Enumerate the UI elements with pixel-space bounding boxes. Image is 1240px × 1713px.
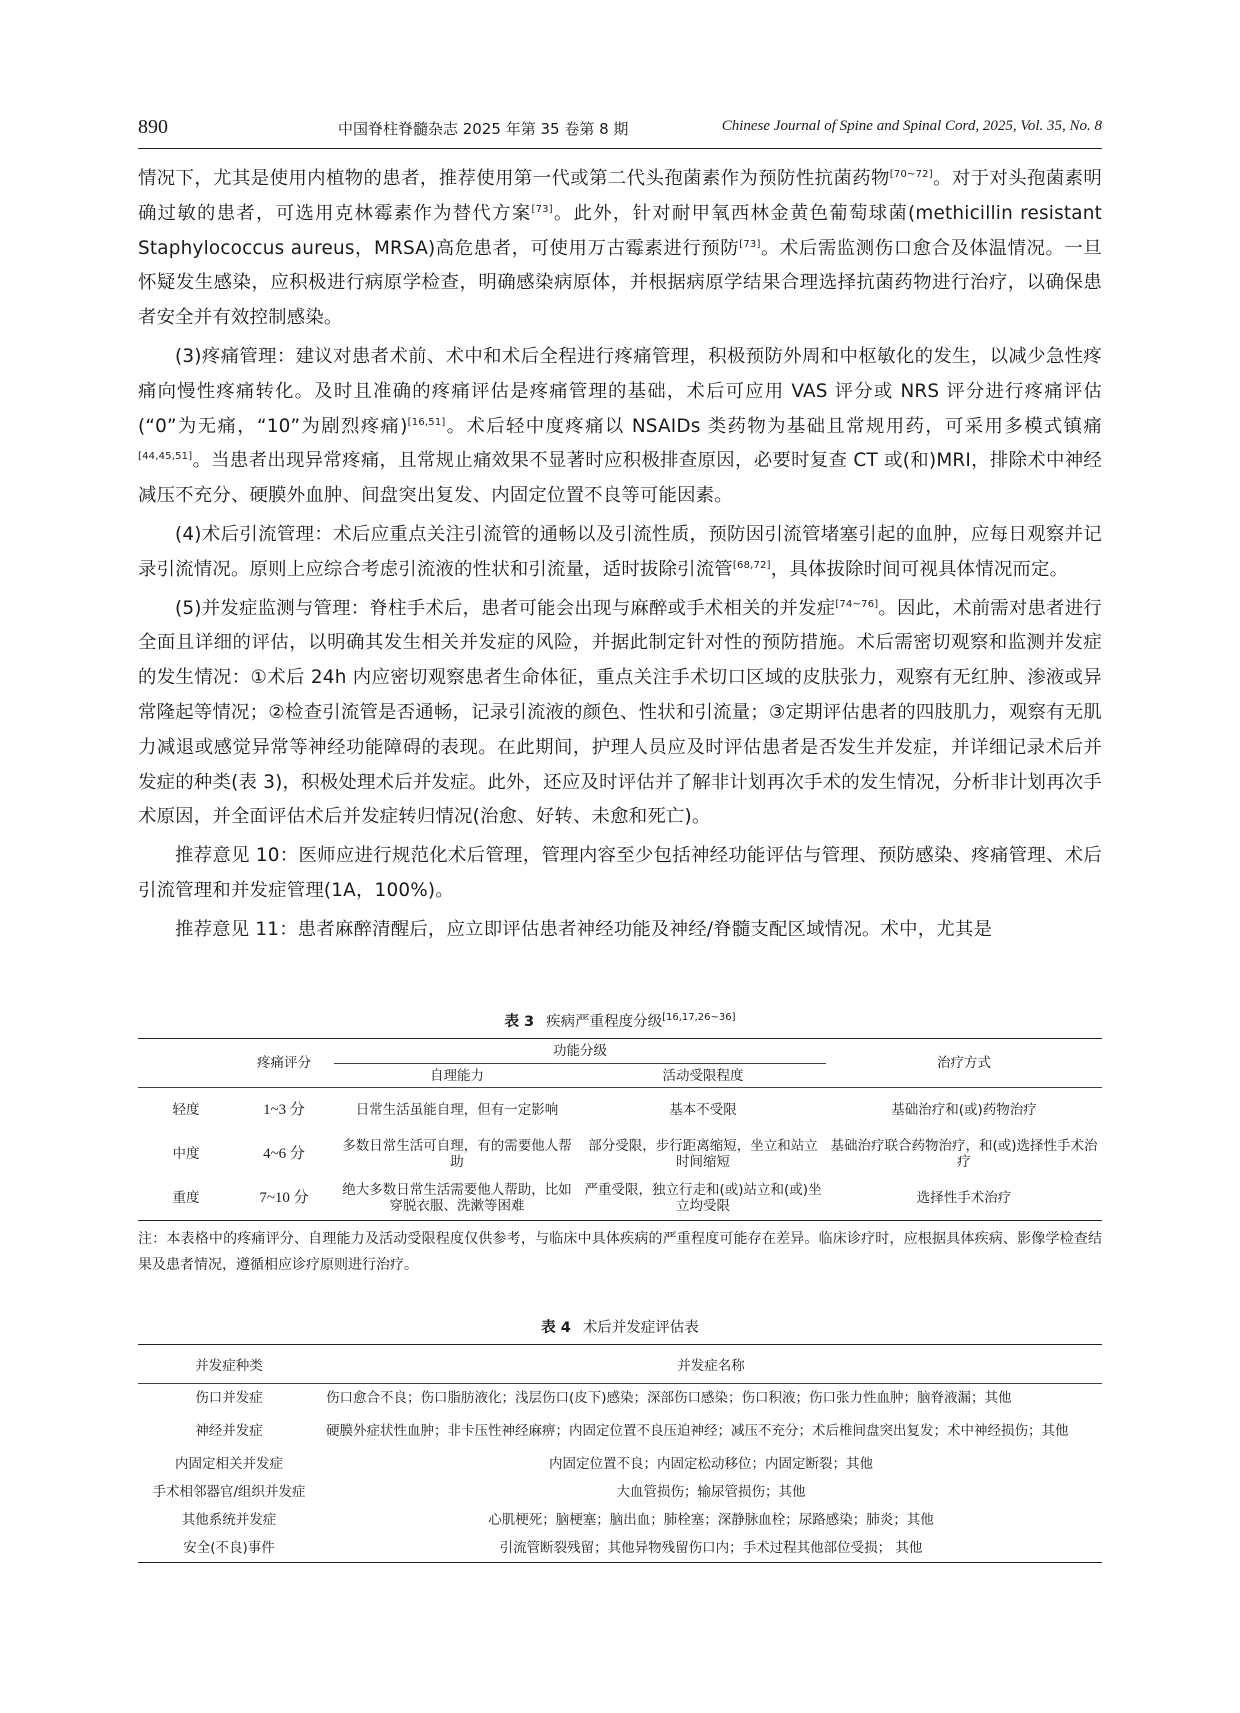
body-text (138, 162, 1102, 952)
table3-severity-grading (138, 1038, 1102, 1221)
table3-header-treatment: 治疗方式 (937, 1055, 991, 1071)
table3-note: 注：本表格中的疼痛评分、自理能力及活动受限程度仅供参考，与临床中具体疾病的严重程度可能存在差异。临床诊疗时，应根据具体疾病、影像学检查结果及患者情况，遵循相应诊疗原则进行治疗。 (138, 1231, 1102, 1273)
table4-header-name: 并发症名称 (320, 1345, 1102, 1384)
citation: [70~72] (889, 168, 933, 180)
paragraph-drainage: (4)术后引流管理：术后应重点关注引流管的通畅以及引流性质，预防因引流管堵塞引起的血肿，应每日观察并记录引流情况。原则上应综合考虑引流液的性状和引流量，适时拔除引流管[68,72]，具体拔除时间可视具体情况而定。 (138, 523, 1102, 580)
citation: [68,72] (732, 559, 771, 571)
table-row: 神经并发症 硬膜外症状性血肿；非卡压性神经麻痹；内固定位置不良压迫神经；减压不充分；术后椎间盘突出复发；术中神经损伤；其他 (195, 1422, 1069, 1439)
table4-title: 术后并发症评估表 (582, 1320, 699, 1336)
citation: [73] (739, 238, 761, 250)
citation: [73] (531, 203, 553, 215)
journal-title-cn: 中国脊柱脊髓杂志 2025 年第 35 卷第 8 期 (338, 120, 629, 138)
citation: [44,45,51] (138, 451, 193, 463)
table-row: 伤口并发症 伤口愈合不良；伤口脂肪液化；浅层伤口(皮下)感染；深部伤口感染；伤口积液；伤口张力性血肿；脑脊液漏；其他 (195, 1389, 1012, 1406)
table-row: 轻度 1~3 分 日常生活虽能自理，但有一定影响 基本不受限 基础治疗和(或)药物治疗 (172, 1102, 1037, 1118)
table3-header-grade (138, 1039, 234, 1088)
paragraph-complications: (5)并发症监测与管理：脊柱手术后，患者可能会出现与麻醉或手术相关的并发症[74~76]。因此，术前需对患者进行全面且详细的评估，以明确其发生相关并发症的风险，并据此制定针对性的预防措施。术后需密切观察和监测并发症的发生情况：①术后 24h 内应密切观察患者生命体征，重点关注手术切口区域的皮肤张力，观察有无红肿、渗液或异常隆起等情况；②检查引流管是否通畅，记录引流液的颜色、性状和引流量；③定期评估患者的四肢肌力，观察有无肌力减退或感觉异常等神经功能障碍的表现。在此期间，护理人员应及时评估患者是否发生并发症，并详细记录术后并发症的种类(表 3)，积极处理术后并发症。此外，还应及时评估并了解非计划再次手术的发生情况，分析非计划再次手术原因，并全面评估术后并发症转归情况(治愈、好转、未愈和死亡)。 (138, 597, 1102, 828)
citation: [16,51] (407, 416, 446, 428)
table3-label: 表 3 (504, 1014, 535, 1030)
recommendation-11: 推荐意见 11：患者麻醉清醒后，应立即评估患者神经功能及神经/脊髓支配区域情况。术中，尤其是 (175, 918, 993, 940)
table4-caption (138, 1316, 1102, 1337)
table-row: 其他系统并发症 心肌梗死；脑梗塞；脑出血；肺栓塞；深静脉血栓；尿路感染；肺炎；其他 (181, 1511, 934, 1528)
citation: [16,17,26~36] (662, 1012, 736, 1024)
table-row: 内固定相关并发症 内固定位置不良；内固定松动移位；内固定断裂；其他 (175, 1455, 873, 1472)
table3-header-function-grade: 功能分级 (334, 1039, 826, 1064)
table4-header-category: 并发症种类 (138, 1345, 320, 1384)
citation: [74~76] (835, 598, 879, 610)
table3-title: 疾病严重程度分级 (546, 1014, 663, 1030)
journal-title-en: Chinese Journal of Spine and Spinal Cord, 2025, Vol. 35, No. 8 (721, 118, 1102, 134)
paragraph-antibiotics: 情况下，尤其是使用内植物的患者，推荐使用第一代或第二代头孢菌素作为预防性抗菌药物[70~72]。对于对头孢菌素明确过敏的患者，可选用克林霉素作为替代方案[73]。此外，针对耐甲氧西林金黄色葡萄球菌(methicillin resistant Staphylococcus aureus，MRSA)高危患者，可使用万古霉素进行预防[73]。术后需监测伤口愈合及体温情况。一旦怀疑发生感染，应积极进行病原学检查，明确感染病原体，并根据病原学结果合理选择抗菌药物进行治疗，以确保患者安全并有效控制感染。 (138, 168, 1102, 329)
table-row: 安全(不良)事件 引流管断裂残留；其他异物残留伤口内；手术过程其他部位受损； 其他 (183, 1539, 923, 1556)
table4-complication-assessment (138, 1344, 1102, 1563)
table-row: 中度 4~6 分 多数日常生活可自理，有的需要他人帮助 部分受限，步行距离缩短，坐立和站立时间缩短 基础治疗联合药物治疗，和(或)选择性手术治疗 (172, 1138, 1098, 1170)
table-row: 手术相邻器官/组织并发症 大血管损伤；输尿管损伤；其他 (152, 1483, 806, 1500)
table3-header-activity-limit: 活动受限程度 (662, 1067, 744, 1084)
running-header (138, 112, 1102, 149)
table3-header-pain-score: 疼痛评分 (257, 1055, 311, 1071)
table3-caption (138, 1010, 1102, 1031)
table4-label: 表 4 (541, 1320, 571, 1336)
table-row: 重度 7~10 分 绝大多数日常生活需要他人帮助，比如穿脱衣服、洗漱等困难 严重受限，独立行走和(或)站立和(或)坐立均受限 选择性手术治疗 (172, 1182, 1012, 1214)
page-number: 890 (138, 116, 168, 138)
recommendation-10: 推荐意见 10：医师应进行规范化术后管理，管理内容至少包括神经功能评估与管理、预防感染、疼痛管理、术后引流管理和并发症管理(1A，100%)。 (138, 845, 1102, 901)
table3-header-self-care: 自理能力 (430, 1067, 484, 1084)
paragraph-pain-management: (3)疼痛管理：建议对患者术前、术中和术后全程进行疼痛管理，积极预防外周和中枢敏化的发生，以减少急性疼痛向慢性疼痛转化。及时且准确的疼痛评估是疼痛管理的基础，术后可应用 VAS 评分或 NRS 评分进行疼痛评估(“0”为无痛，“10”为剧烈疼痛)[16,51]。术后轻中度疼痛以 NSAIDs 类药物为基础且常规用药，可采用多模式镇痛[44,45,51]。当患者出现异常疼痛，且常规止痛效果不显著时应积极排查原因，必要时复查 CT 或(和)MRI，排除术中神经减压不充分、硬膜外血肿、间盘突出复发、内固定位置不良等可能因素。 (138, 345, 1102, 507)
